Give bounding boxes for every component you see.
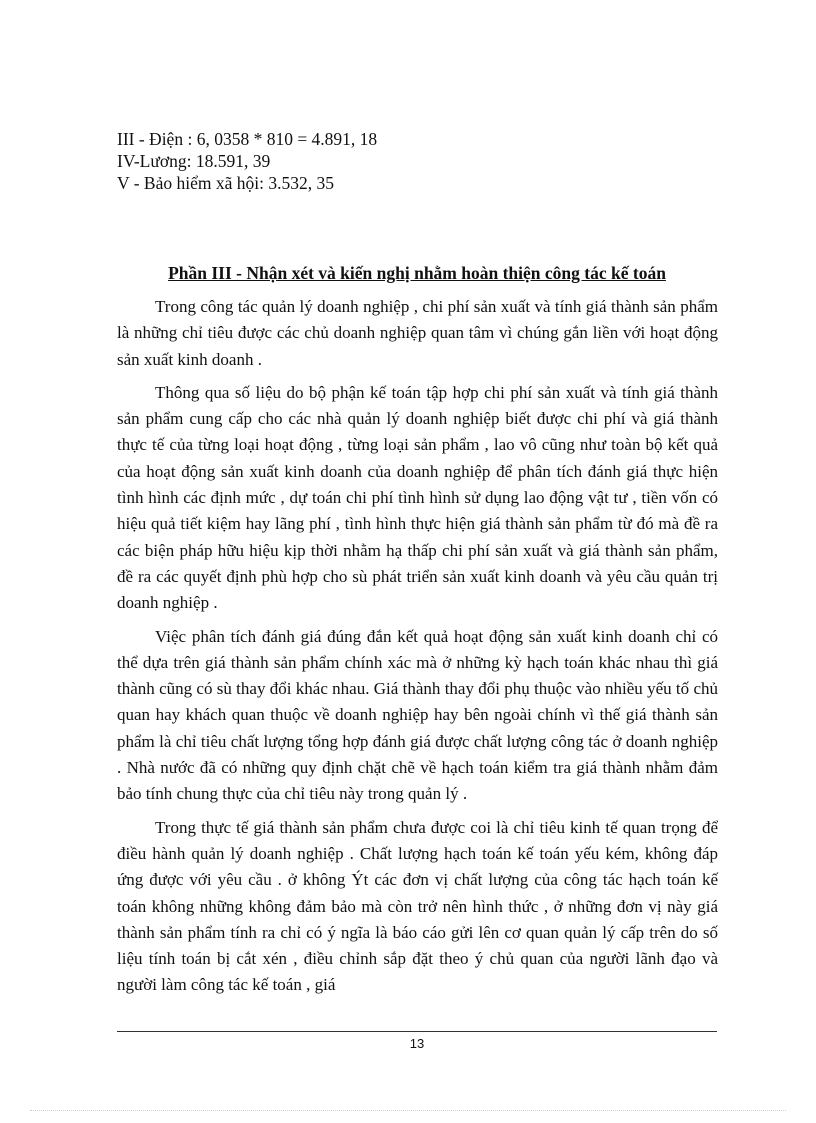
paragraph-2: Thông qua số liệu do bộ phận kế toán tập hợp chi phí sản xuất và tính giá thành sản phẩm cung cấp cho các nhà quản lý doanh nghiệp biết được chi phí và giá thành thực tế của từng loại hoạt động , từng loại sản phẩm , lao vô cũng như toàn bộ kết quả của hoạt động sản xuất kinh doanh của doanh nghiệp để phân tích đánh giá thực hiện tình hình các định mức , dự toán chi phí tình hình sử dụng lao động vật tư , tiền vốn có hiệu quả tiết kiệm hay lãng phí , tình hình thực hiện giá thành sản phẩm từ đó mà đề ra các biện pháp hữu hiệu kịp thời nhằm hạ thấp chi phí sản xuất và giá thành sản phẩm, đề ra các quyết định phù hợp cho sù phát triển sản xuất kinh doanh và yêu cầu quản trị doanh nghiệp . (117, 382, 718, 613)
cost-item-salary: IV-Lương: 18.591, 39 (117, 151, 271, 171)
page-number: 13 (409, 1036, 425, 1051)
cost-item-social-insurance: V - Bảo hiểm xã hội: 3.532, 35 (117, 173, 334, 193)
paragraph-1: Trong công tác quản lý doanh nghiệp , chi phí sản xuất và tính giá thành sản phẩm là những chỉ tiêu được các chủ doanh nghiệp quan tâm vì chúng gắn liền với hoạt động sản xuất kinh doanh . (117, 297, 718, 369)
cost-item-list (117, 128, 717, 194)
paragraph-4: Trong thực tế giá thành sản phẩm chưa được coi là chỉ tiêu kinh tế quan trọng để điều hành quản lý doanh nghiệp . Chất lượng hạch toán kế toán yếu kém, không đáp ứng được với yêu cầu . ở không Ýt các đơn vị chất lượng của công tác hạch toán kế toán không những không đảm bảo mà còn trở nên hình thức , ở những đơn vị này giá thành sản phẩm tính ra chỉ có ý ngĩa là báo cáo gửi lên cơ quan quản lý cấp trên do số liệu tính toán bị cắt xén , điều chỉnh sắp đặt theo ý chủ quan của người lãnh đạo và người làm công tác kế toán , giá (117, 817, 718, 995)
footer-divider (117, 1031, 717, 1032)
cost-item-electricity: III - Điện : 6, 0358 * 810 = 4.891, 18 (117, 129, 378, 149)
page-bottom-border (30, 1110, 786, 1111)
section-heading: Phần III - Nhận xét và kiến nghị nhằm hoàn thiện công tác kế toán (168, 263, 666, 283)
paragraph-3: Việc phân tích đánh giá đúng đắn kết quả hoạt động sản xuất kinh doanh chỉ có thể dựa trên giá thành sản phẩm chính xác mà ở những kỳ hạch toán khác nhau thì giá thành cũng có sù thay đổi khác nhau. Giá thành thay đổi phụ thuộc vào nhiều yếu tố chủ quan hay khách quan thuộc về doanh nghiệp hay bên ngoài chính vì thế giá thành sản phẩm là chỉ tiêu chất lượng tổng hợp đánh giá được chất lượng công tác ở doanh nghiệp . Nhà nước đã có những quy định chặt chẽ về hạch toán kiểm tra giá thành nhằm đảm bảo tính chung thực của chỉ tiêu này trong quản lý . (117, 626, 718, 804)
body-text (117, 294, 718, 1006)
